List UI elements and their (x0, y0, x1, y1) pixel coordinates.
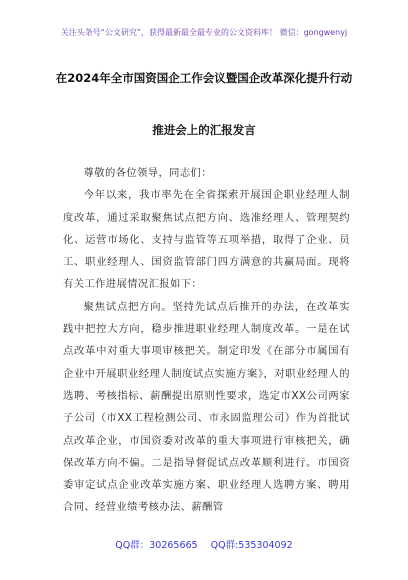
intro-paragraph: 今年以来，我市率先在全省探索开展国企职业经理人制度改革，通过采取聚焦试点把方向、选准经理人、管理契约化、运营市场化、支持与监管等五项举措，取得了企业、员工、职业经理人、国资监管部门四方满意的共赢局面。现将有关工作进展情况汇报如下： (63, 189, 350, 291)
footer-qq-group-1: QQ群：30265665 (115, 540, 198, 551)
document-title-line-2: 推进会上的汇报发言 (152, 123, 256, 137)
footer-contact (0, 537, 408, 551)
salutation-paragraph: 尊敬的各位领导，同志们： (83, 167, 212, 179)
document-title-line-1: 在2024年全市国资国企工作会议暨国企改革深化提升行动 (55, 71, 353, 85)
header-promo-note: 关注头条号“公文研究”，获得最新最全最专业的公文资料库！ 微信：gongwenyj (60, 28, 348, 37)
document-body (63, 162, 350, 519)
footer-qq-group-2: QQ群:535304092 (210, 540, 293, 551)
pilot-focus-paragraph: 聚焦试点把方向。坚持先试点后推开的办法，在改革实践中把控大方向，稳步推进职业经理人制度改革。一是在试点改革中对重大事项审核把关。制定印发《在部分市属国有企业中开展职业经理人制度试点实施方案》，对职业经理人的选聘、考核指标、薪酬提出原则性要求，选定市XX公司两家子公司（市XX工程检测公司、市永固监理公司）作为首批试点改革企业，市国资委对改革的重大事项进行审核把关，确保改革方向不偏。二是指导督促试点改革顺利进行。市国资委审定试点企业改革实施方案、职业经理人选聘方案、聘用合同、经营业绩考核办法、薪酬管 (63, 300, 350, 514)
